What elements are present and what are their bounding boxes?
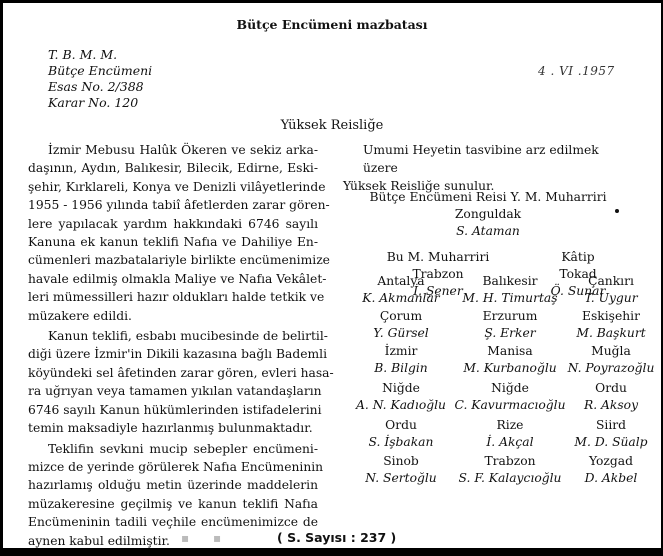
member-signature <box>556 308 663 342</box>
signatory-place: Çorum <box>379 309 423 323</box>
body-text-line: şehir, Kırklareli, Konya ve Denizli vilâyetlerinde <box>28 179 326 194</box>
closing-statement <box>343 141 623 195</box>
stamp-smudge: ▪ ▪ <box>181 531 232 545</box>
signatory-name: İ. Şener <box>413 284 463 298</box>
member-signature <box>346 308 456 342</box>
member-signature <box>450 308 570 342</box>
member-signature <box>556 273 663 307</box>
reference-block <box>48 47 152 111</box>
signatory-name: D. Akbel <box>584 471 638 485</box>
member-signature <box>346 343 456 377</box>
signatory-name: N. Sertoğlu <box>365 471 437 485</box>
body-text-line: köyündeki sel âfetinden zarar gören, evleri hasa- <box>28 365 334 380</box>
ink-dot <box>615 209 619 213</box>
signatory-name: N. Poyrazoğlu <box>567 361 655 375</box>
signatory-place: Balıkesir <box>482 274 538 288</box>
closing-line: Yüksek Reisliğe sunulur. <box>343 179 495 193</box>
body-text-line: 6746 sayılı Kanun hükümlerinden istifadelerini <box>28 402 322 417</box>
paragraph-3 <box>28 440 324 550</box>
signatory-place: Zonguldak <box>454 207 522 221</box>
signatory-place: İzmir <box>384 344 418 358</box>
member-signature <box>450 380 570 414</box>
signatory-place: Trabzon <box>412 267 464 281</box>
body-text-line: müzakere edildi. <box>28 308 132 323</box>
body-text-line: mizce de yerinde görülerek Nafıa Encümeninin <box>28 459 324 474</box>
document-date: 4 . VI .1957 <box>538 64 615 78</box>
body-text-line: aynen kabul edilmiştir. <box>28 533 170 548</box>
signatory-place: Muğla <box>591 344 631 358</box>
body-text-line: Kanun teklifi, esbabı mucibesinde de belirtil- <box>48 329 328 344</box>
signatory-place: Tokad <box>559 267 597 281</box>
body-text-line: cümenleri mazbatalariyle birlikte encümenimize <box>28 253 330 268</box>
member-signature <box>346 453 456 487</box>
reference-line: Esas No. 2/388 <box>48 79 144 94</box>
reference-line: T. B. M. M. <box>48 47 118 62</box>
closing-line: Umumi Heyetin tasvibine arz edilmek üzere <box>363 143 599 175</box>
signatory-place: Eskişehir <box>582 309 640 323</box>
body-text-line: havale edilmiş olmakla Maliye ve Nafıa Vekâlet- <box>28 271 327 286</box>
member-signature <box>450 453 570 487</box>
signatory-name: S. F. Kalaycıoğlu <box>458 471 562 485</box>
signatory-name: B. Bilgin <box>374 361 428 375</box>
body-text-line: leri mümessilleri hazır oldukları halde tetkik ve <box>28 290 325 305</box>
footer-issue-number: ( S. Sayısı : 237 ) <box>277 530 397 545</box>
body-text-line: lere yapılacak yardım hakkındaki 6746 sayılı <box>28 216 318 231</box>
member-signature <box>556 417 663 451</box>
body-text-line: Kanuna ek kanun teklifi Nafıa ve Dahiliye En- <box>28 235 318 250</box>
reference-line: Bütçe Encümeni <box>48 63 153 78</box>
signatory-place: Sinob <box>383 454 419 468</box>
signatory-place: Erzurum <box>482 309 538 323</box>
signatory-role: Bütçe Encümeni Reisi Y. M. Muharriri <box>369 190 607 204</box>
signatory-name: A. N. Kadıoğlu <box>356 398 446 412</box>
signatory-place: Rize <box>496 418 524 432</box>
signatory-name: Ö. Sunar <box>550 284 606 298</box>
signatory-place: Ordu <box>385 418 417 432</box>
signatory-name: M. Başkurt <box>576 326 646 340</box>
signatory-role: Kâtip <box>561 250 595 264</box>
member-signature <box>450 417 570 451</box>
signatory-name: S. İşbakan <box>368 435 434 449</box>
body-text-line: Teklifin sevkıni mucip sebepler encümeni- <box>48 441 318 456</box>
body-text-line: diği üzere İzmir'in Dikili kazasına bağlı Bademli <box>28 347 328 362</box>
body-text-line: hazırlamış olduğu metin üzerinde maddelerin <box>28 478 318 493</box>
signatory-name: İ. Akçal <box>486 435 534 449</box>
signatory-name: S. Ataman <box>456 224 520 238</box>
signatory-name: M. H. Timurtaş <box>462 291 558 305</box>
body-text-line: İzmir Mebusu Halûk Ökeren ve sekiz arka- <box>48 143 318 157</box>
signatory-place: Niğde <box>491 381 529 395</box>
member-signature <box>450 273 570 307</box>
body-left-column <box>28 141 334 550</box>
signatory-place: Yozgad <box>588 454 633 468</box>
member-signature <box>556 453 663 487</box>
signatory-name: C. Kavurmacıoğlu <box>454 398 566 412</box>
signatory-name: M. Kurbanoğlu <box>463 361 557 375</box>
signatory-name: K. Akmanlar <box>362 291 440 305</box>
paragraph-2 <box>28 327 334 437</box>
body-right-column <box>343 141 623 195</box>
body-text-line: Encümeninin tadili veçhile encümenimizce de <box>28 515 318 530</box>
signatory-name: R. Aksoy <box>583 398 639 412</box>
member-signature <box>450 343 570 377</box>
signatory-role: Bu M. Muharriri <box>386 250 490 264</box>
member-signature <box>556 380 663 414</box>
signatory-name: M. D. Süalp <box>574 435 648 449</box>
body-text-line: ra uğrıyan veya tamamen yıkılan vatandaşların <box>28 384 322 399</box>
paragraph-1 <box>28 141 330 325</box>
member-signature <box>346 380 456 414</box>
body-text-line: daşının, Aydın, Balıkesir, Bilecik, Edirne, Eski- <box>28 161 318 176</box>
signatory-place: Çankırı <box>588 274 634 288</box>
chair-signature <box>363 189 613 240</box>
signatory-place: Trabzon <box>484 454 536 468</box>
signatory-place: Manisa <box>487 344 533 358</box>
signatory-place: Ordu <box>595 381 627 395</box>
body-text-line: 1955 - 1956 yılında tabiî âfetlerden zarar gören- <box>28 198 330 213</box>
reference-line: Karar No. 120 <box>48 95 139 110</box>
signatory-name: T. Uygur <box>584 291 638 305</box>
signatory-name: Ş. Erker <box>484 326 536 340</box>
member-signature <box>346 417 456 451</box>
signatory-place: Siird <box>595 418 627 432</box>
signatory-name: Y. Gürsel <box>373 326 429 340</box>
addressee: Yüksek Reisliğe <box>280 118 384 133</box>
member-signature <box>556 343 663 377</box>
member-signature <box>346 273 456 307</box>
body-text-line: müzakeresine geçilmiş ve kanun teklifi Nafıa <box>28 496 318 511</box>
signatory-place: Antalya <box>377 274 425 288</box>
body-text-line: temin maksadiyle hazırlanmış bulunmaktadır. <box>28 421 313 436</box>
signatory-place: Niğde <box>382 381 420 395</box>
document-title: Bütçe Encümeni mazbatası <box>236 17 428 32</box>
